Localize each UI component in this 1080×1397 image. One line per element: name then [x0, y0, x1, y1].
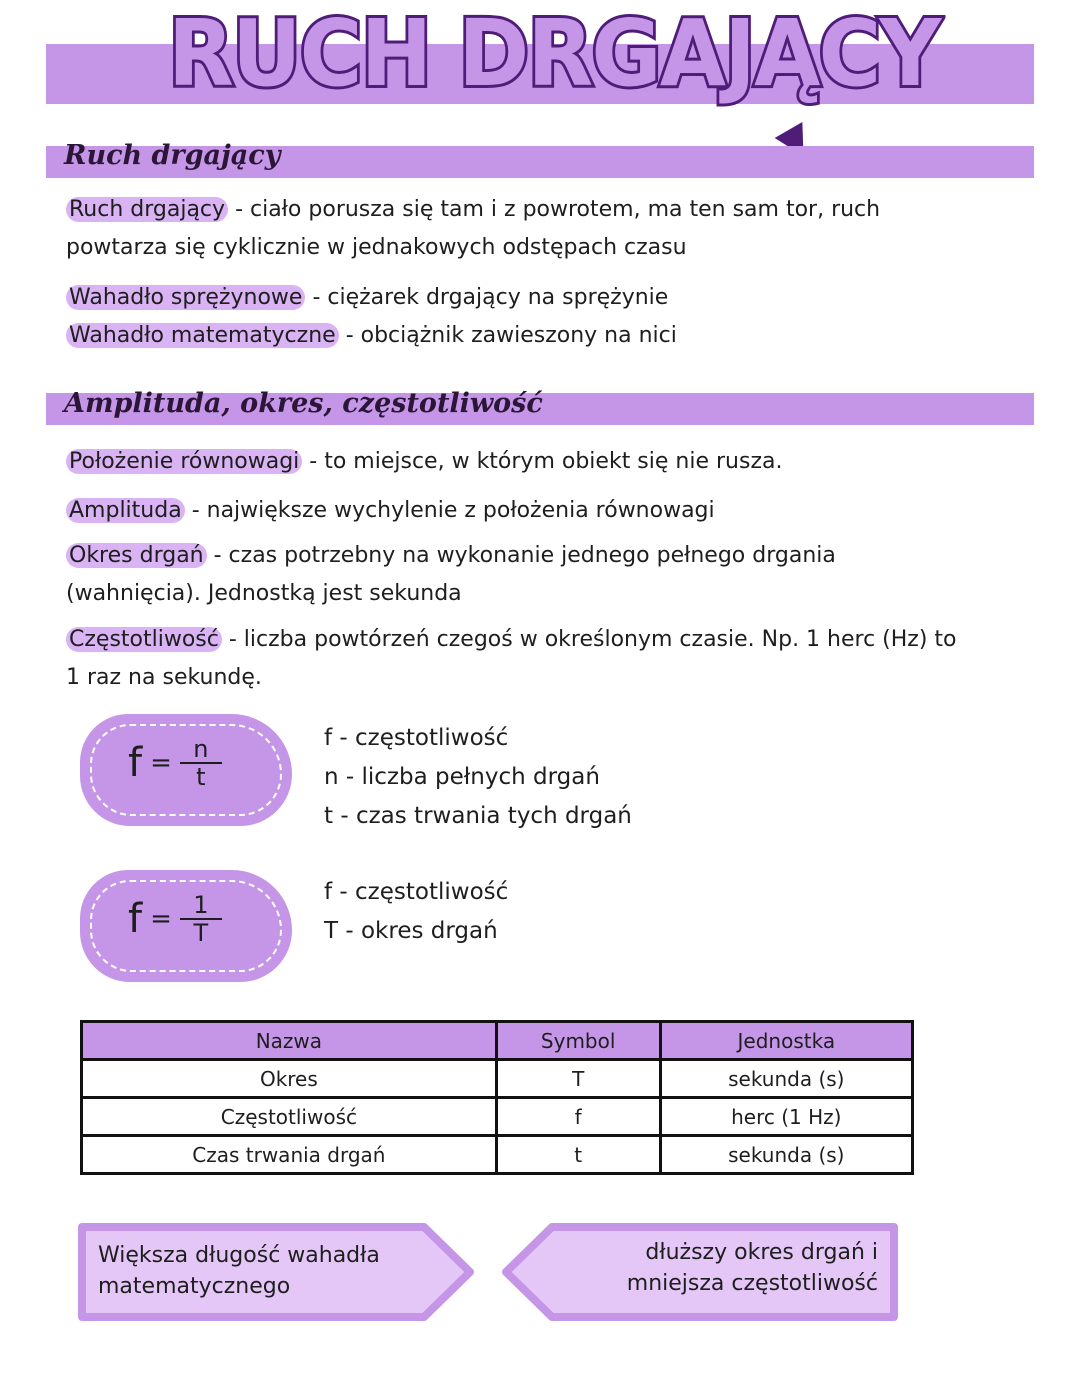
table-cell: sekunda (s): [660, 1136, 912, 1174]
formula-numerator: 1: [193, 891, 209, 919]
page-title: RUCH DRGAJĄCY: [168, 0, 940, 107]
definition-czestotliwosc: [66, 621, 957, 697]
definition-text-cont: 1 raz na sekundę.: [66, 665, 262, 690]
arrow-cause-text: [98, 1240, 380, 1302]
table-cell: sekunda (s): [660, 1060, 912, 1098]
table-cell: T: [496, 1060, 660, 1098]
formula-denominator: T: [193, 919, 209, 947]
table-header-cell: Jednostka: [660, 1022, 912, 1060]
definition-text-cont: powtarza się cyklicznie w jednakowych odstępach czasu: [66, 235, 687, 260]
formula-frequency-1-T: [80, 870, 292, 982]
legend-item: n - liczba pełnych drgań: [324, 764, 600, 790]
legend-item: f - częstotliwość: [324, 725, 509, 751]
legend-item: t - czas trwania tych drgań: [324, 803, 632, 829]
formula2-legend: [324, 873, 508, 951]
term-highlight: Wahadło sprężynowe: [66, 285, 305, 310]
legend-item: f - częstotliwość: [324, 879, 509, 905]
definition-wahadlo-sprezynowe: [66, 279, 668, 317]
term-highlight: Okres drgań: [66, 543, 207, 568]
arrow-text-line: matematycznego: [98, 1274, 291, 1299]
definition-text: - czas potrzebny na wykonanie jednego pełnego drgania: [213, 543, 836, 568]
table-cell: Czas trwania drgań: [82, 1136, 497, 1174]
definition-amplituda: [66, 492, 715, 530]
formula-fraction: [180, 736, 222, 790]
legend-item: T - okres drgań: [324, 918, 498, 944]
table-cell: herc (1 Hz): [660, 1098, 912, 1136]
table-header-cell: Nazwa: [82, 1022, 497, 1060]
term-highlight: Wahadło matematyczne: [66, 323, 339, 348]
table-header-row: [82, 1022, 913, 1060]
definition-text-cont: (wahnięcia). Jednostką jest sekunda: [66, 581, 462, 606]
definition-okres-drgan: [66, 537, 836, 613]
formula-equals: =: [150, 748, 172, 778]
term-highlight: Amplituda: [66, 498, 185, 523]
formula-expression: [128, 892, 222, 946]
definition-polozenie-rownowagi: [66, 443, 782, 481]
formula1-legend: [324, 719, 632, 836]
definition-text: - ciężarek drgający na sprężynie: [312, 285, 669, 310]
arrow-effect: [500, 1223, 898, 1321]
formula-frequency-n-t: [80, 714, 292, 826]
definition-text: - największe wychylenie z położenia równowagi: [191, 498, 715, 523]
formula-lhs: f: [128, 740, 143, 786]
table-header-cell: Symbol: [496, 1022, 660, 1060]
term-highlight: Ruch drgający: [66, 197, 228, 222]
formula-equals: =: [150, 904, 172, 934]
term-highlight: Częstotliwość: [66, 627, 222, 652]
table-cell: Częstotliwość: [82, 1098, 497, 1136]
definition-text: - to miejsce, w którym obiekt się nie rusza.: [309, 449, 783, 474]
definition-text: - obciążnik zawieszony na nici: [345, 323, 677, 348]
units-table: [80, 1020, 914, 1175]
formula-numerator: n: [193, 735, 209, 763]
definition-wahadlo-matematyczne: [66, 317, 677, 355]
arrow-cause: [78, 1223, 476, 1321]
formula-denominator: t: [196, 763, 206, 791]
definition-ruch-drgajacy: [66, 191, 880, 267]
arrow-effect-text: [627, 1237, 878, 1299]
arrow-text-line: mniejsza częstotliwość: [626, 1271, 878, 1296]
section1-heading: Ruch drgający: [64, 140, 281, 171]
definition-text: - ciało porusza się tam i z powrotem, ma ten sam tor, ruch: [235, 197, 881, 222]
definition-text: - liczba powtórzeń czegoś w określonym czasie. Np. 1 herc (Hz) to: [228, 627, 957, 652]
section2-heading: Amplituda, okres, częstotliwość: [64, 388, 543, 419]
table-row: [82, 1060, 913, 1098]
table-cell: t: [496, 1136, 660, 1174]
table-cell: f: [496, 1098, 660, 1136]
term-highlight: Położenie równowagi: [66, 449, 302, 474]
table-cell: Okres: [82, 1060, 497, 1098]
arrow-text-line: Większa długość wahadła: [98, 1243, 380, 1268]
formula-fraction: [180, 892, 222, 946]
table-row: [82, 1098, 913, 1136]
formula-lhs: f: [128, 896, 143, 942]
table-row: [82, 1136, 913, 1174]
formula-expression: [128, 736, 222, 790]
arrow-text-line: dłuższy okres drgań i: [645, 1240, 878, 1265]
